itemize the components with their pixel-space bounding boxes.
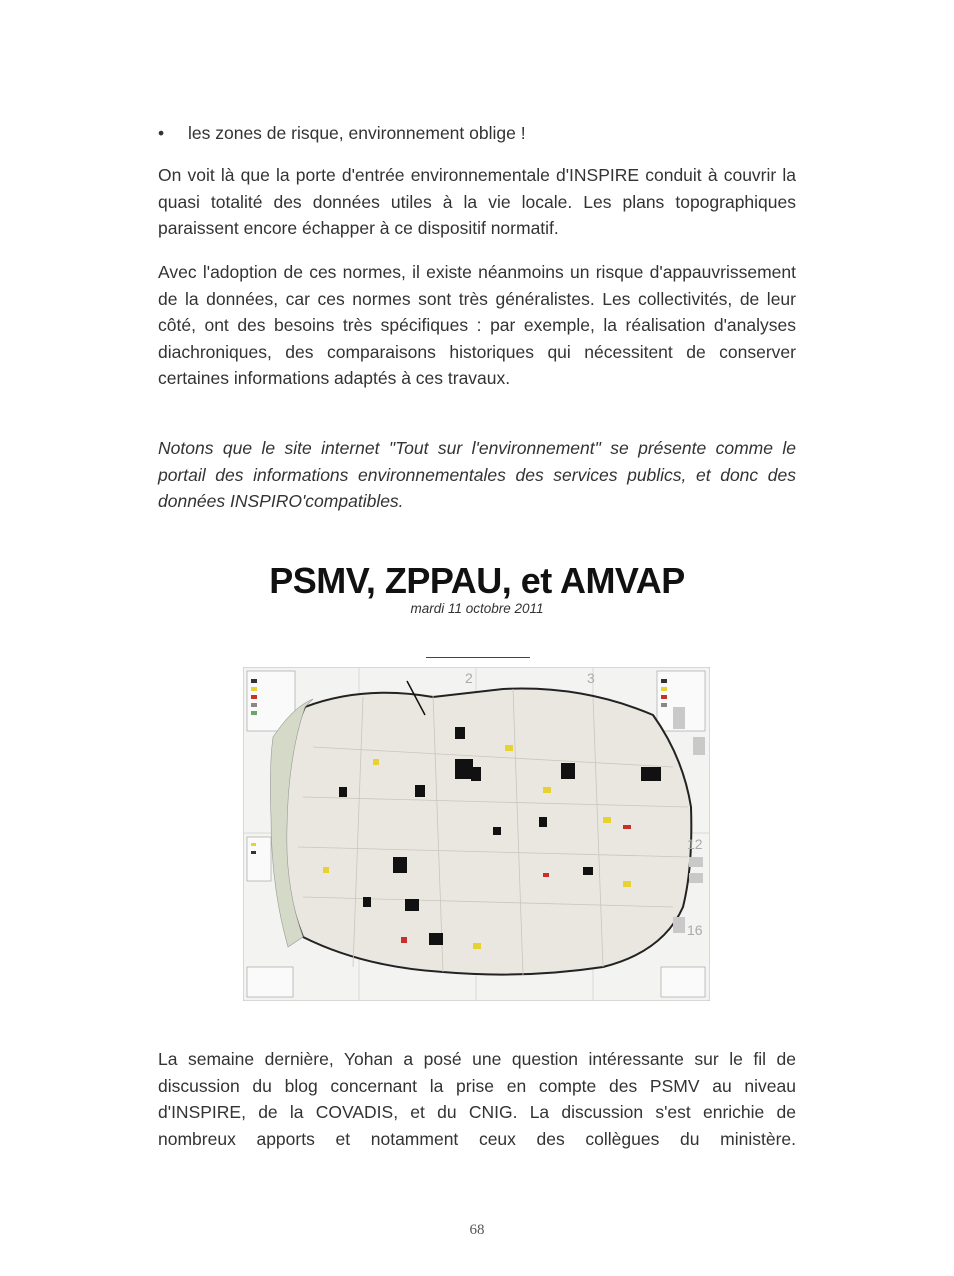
- map-sheet-number-3: 3: [587, 670, 595, 686]
- map-legend-bottom-left: [247, 967, 293, 997]
- post-date: mardi 11 octobre 2011: [410, 601, 544, 616]
- map-sheet-number-16: 16: [687, 922, 703, 938]
- paragraph-norms-risk: Avec l'adoption de ces normes, il existe néanmoins un risque d'appauvrissement de la données, car ces normes sont très généralistes. Les collectivités, de leur côté, ont des besoins très spécifiques : par exemple, la réalisation d'analyses diachroniques, des comparaisons historiques qui nécessitent de conserver certaines informations adaptés à ces travaux.: [158, 262, 796, 389]
- bullet-text: les zones de risque, environnement oblige !: [188, 123, 526, 143]
- map-legend-bottom-right: [661, 967, 705, 997]
- map-legend-mid-left: [247, 837, 271, 881]
- map-sheet-number-12: 12: [687, 836, 703, 852]
- bullet-item: [158, 120, 796, 146]
- map-town-boundary: [285, 689, 692, 975]
- bullet-marker: •: [158, 123, 165, 143]
- paragraph-yohan-question: La semaine dernière, Yohan a posé une question intéressante sur le fil de discussion du blog concernant la prise en compte des PSMV au niveau d'INSPIRE, de la COVADIS, et du CNIG. La discussion s'est enrichie de nombreux apports et notamment ceux des collègues du ministère.: [158, 1049, 796, 1149]
- title-separator: [426, 657, 530, 658]
- psmv-map-image: [243, 667, 710, 1001]
- post-title: PSMV, ZPPAU, et AMVAP: [269, 560, 685, 601]
- map-sheet-number-2: 2: [465, 670, 473, 686]
- page-number: 68: [469, 1222, 485, 1238]
- paragraph-environment-site-note: Notons que le site internet "Tout sur l'environnement" se présente comme le portail des informations environnementales des services publics, et donc des données INSPIRO'compatibles.: [158, 438, 796, 512]
- paragraph-inspire-entry: On voit là que la porte d'entrée environnementale d'INSPIRE conduit à couvrir la quasi totalité des données utiles à la vie locale. Les plans topographiques paraissent encore échapper à ce dispositif normatif.: [158, 165, 796, 239]
